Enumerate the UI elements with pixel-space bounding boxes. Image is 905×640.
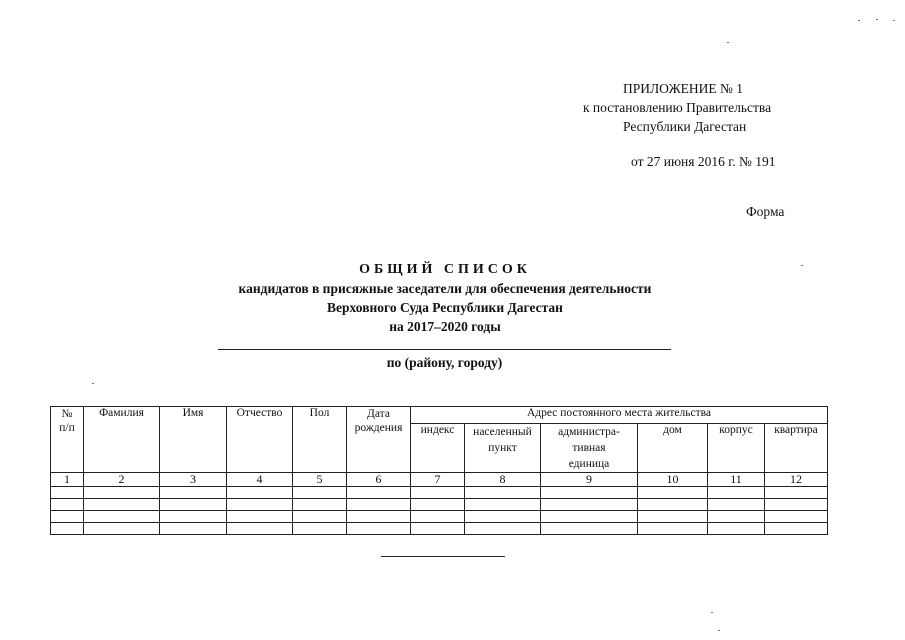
scan-speck (893, 20, 895, 21)
header-locality: населенный пункт (465, 424, 541, 473)
header-surname: Фамилия (84, 407, 160, 473)
header-building: корпус (708, 424, 765, 473)
column-number: 6 (347, 473, 411, 487)
appendix-block (560, 79, 860, 171)
scan-speck (858, 20, 860, 21)
column-number: 2 (84, 473, 160, 487)
table-row (51, 499, 828, 511)
column-number: 5 (293, 473, 347, 487)
document-title (160, 260, 730, 336)
header-apartment: квартира (765, 424, 828, 473)
header-birth-date: Дата рождения (347, 407, 411, 473)
header-sex: Пол (293, 407, 347, 473)
column-number: 1 (51, 473, 84, 487)
header-name: Имя (160, 407, 227, 473)
table-row (51, 487, 828, 499)
candidates-table (50, 406, 828, 535)
title-subtitle: кандидатов в присяжные заседатели для обеспечения деятельности (238, 281, 652, 296)
column-number: 4 (227, 473, 293, 487)
header-index: индекс (411, 424, 465, 473)
title-period: на 2017–2020 годы (389, 319, 501, 334)
title-court: Верховного Суда Республики Дагестан (327, 300, 563, 315)
fill-in-line (218, 349, 671, 350)
appendix-reference: к постановлению Правительства (583, 100, 772, 115)
header-patronymic: Отчество (227, 407, 293, 473)
footer-line (381, 556, 505, 557)
column-number: 9 (541, 473, 638, 487)
header-address-group: Адрес постоянного места жительства (411, 407, 828, 424)
title-main: ОБЩИЙ СПИСОК (359, 262, 531, 277)
appendix-title: ПРИЛОЖЕНИЕ № 1 (623, 81, 744, 96)
column-number: 3 (160, 473, 227, 487)
table-row (51, 523, 828, 535)
scan-speck (718, 630, 720, 631)
header-admin-unit: администра- тивная единица (541, 424, 638, 473)
appendix-republic: Республики Дагестан (623, 119, 747, 134)
form-label: Форма (746, 204, 785, 219)
header-house: дом (638, 424, 708, 473)
column-numbers-row (51, 473, 828, 487)
column-number: 10 (638, 473, 708, 487)
column-number: 8 (465, 473, 541, 487)
table-row (51, 511, 828, 523)
scan-speck (727, 42, 729, 43)
column-number: 11 (708, 473, 765, 487)
column-number: 12 (765, 473, 828, 487)
scan-speck (711, 612, 713, 613)
district-caption: по (району, городу) (386, 355, 503, 370)
column-number: 7 (411, 473, 465, 487)
header-num: № п/п (51, 407, 84, 473)
scan-speck (876, 19, 878, 20)
appendix-date: от 27 июня 2016 г. № 191 (631, 154, 776, 169)
scan-speck (92, 383, 94, 384)
scan-speck (801, 265, 803, 266)
